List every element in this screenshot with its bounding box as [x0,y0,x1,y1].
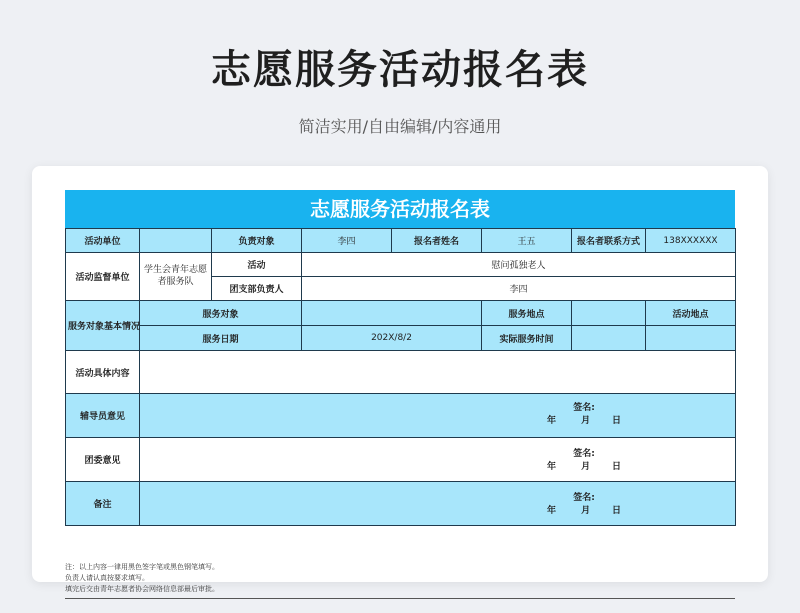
label-service-place: 服务地点 [482,301,572,326]
value-applicant-name[interactable]: 王五 [482,229,572,253]
row-remark [66,482,736,526]
label-applicant-contact: 报名者联系方式 [572,229,646,253]
row-tutor-opinion [66,394,736,438]
row-activity-unit [66,229,736,253]
label-responsible: 负责对象 [212,229,302,253]
label-actual-time: 实际服务时间 [482,326,572,351]
label-tutor-opinion: 辅导员意见 [66,394,140,438]
value-activity-place[interactable] [646,326,736,351]
value-remark[interactable] [140,482,736,526]
divider [65,598,735,599]
registration-form [65,228,736,526]
date-line: 年 月 日 [547,506,622,516]
label-service-date: 服务日期 [140,326,302,351]
label-service-basic: 服务对象基本情况 [66,301,140,351]
label-supervise-unit: 活动监督单位 [66,253,140,301]
value-activity-unit[interactable] [140,229,212,253]
value-activity[interactable]: 慰问孤独老人 [302,253,736,277]
value-responsible[interactable]: 李四 [302,229,392,253]
value-activity-content[interactable] [140,351,736,394]
value-league-opinion[interactable] [140,438,736,482]
note-line: 负责人请认真按要求填写。 [65,574,149,582]
sign-label: 签名: [573,493,595,503]
form-notes [65,562,735,595]
value-service-date[interactable]: 202X/8/2 [302,326,482,351]
value-service-place[interactable] [572,301,646,326]
label-service-target: 服务对象 [140,301,302,326]
label-activity-place: 活动地点 [646,301,736,326]
signature-block [547,492,621,518]
date-line: 年 月 日 [547,416,622,426]
sign-label: 签名: [573,403,595,413]
value-applicant-contact[interactable]: 138XXXXXX [646,229,736,253]
label-league-opinion: 团委意见 [66,438,140,482]
value-supervise-unit[interactable]: 学生会青年志愿者服务队 [140,253,212,301]
row-supervise-activity [66,253,736,277]
note-line: 注：以上内容一律用黑色签字笔或黑色钢笔填写。 [65,563,219,571]
label-league-leader: 团支部负责人 [212,277,302,301]
value-service-target[interactable] [302,301,482,326]
label-activity: 活动 [212,253,302,277]
signature-block [547,402,621,428]
row-service-date [66,326,736,351]
label-activity-unit: 活动单位 [66,229,140,253]
note-line: 填完后交由青年志愿者协会网络信息部最后审批。 [65,585,219,593]
label-remark: 备注 [66,482,140,526]
row-activity-content [66,351,736,394]
label-activity-content: 活动具体内容 [66,351,140,394]
row-service-target [66,301,736,326]
sign-label: 签名: [573,449,595,459]
sheet-title: 志愿服务活动报名表 [65,190,735,228]
row-league-opinion [66,438,736,482]
form-sheet [65,190,735,593]
date-line: 年 月 日 [547,462,622,472]
signature-block [547,448,621,474]
preview-card [32,166,768,593]
value-league-leader[interactable]: 李四 [302,277,736,301]
page-title: 志愿服务活动报名表 [211,47,589,93]
label-applicant-name: 报名者姓名 [392,229,482,253]
value-actual-time[interactable] [572,326,646,351]
value-tutor-opinion[interactable] [140,394,736,438]
page-subtitle: 简洁实用/自由编辑/内容通用 [298,117,502,136]
